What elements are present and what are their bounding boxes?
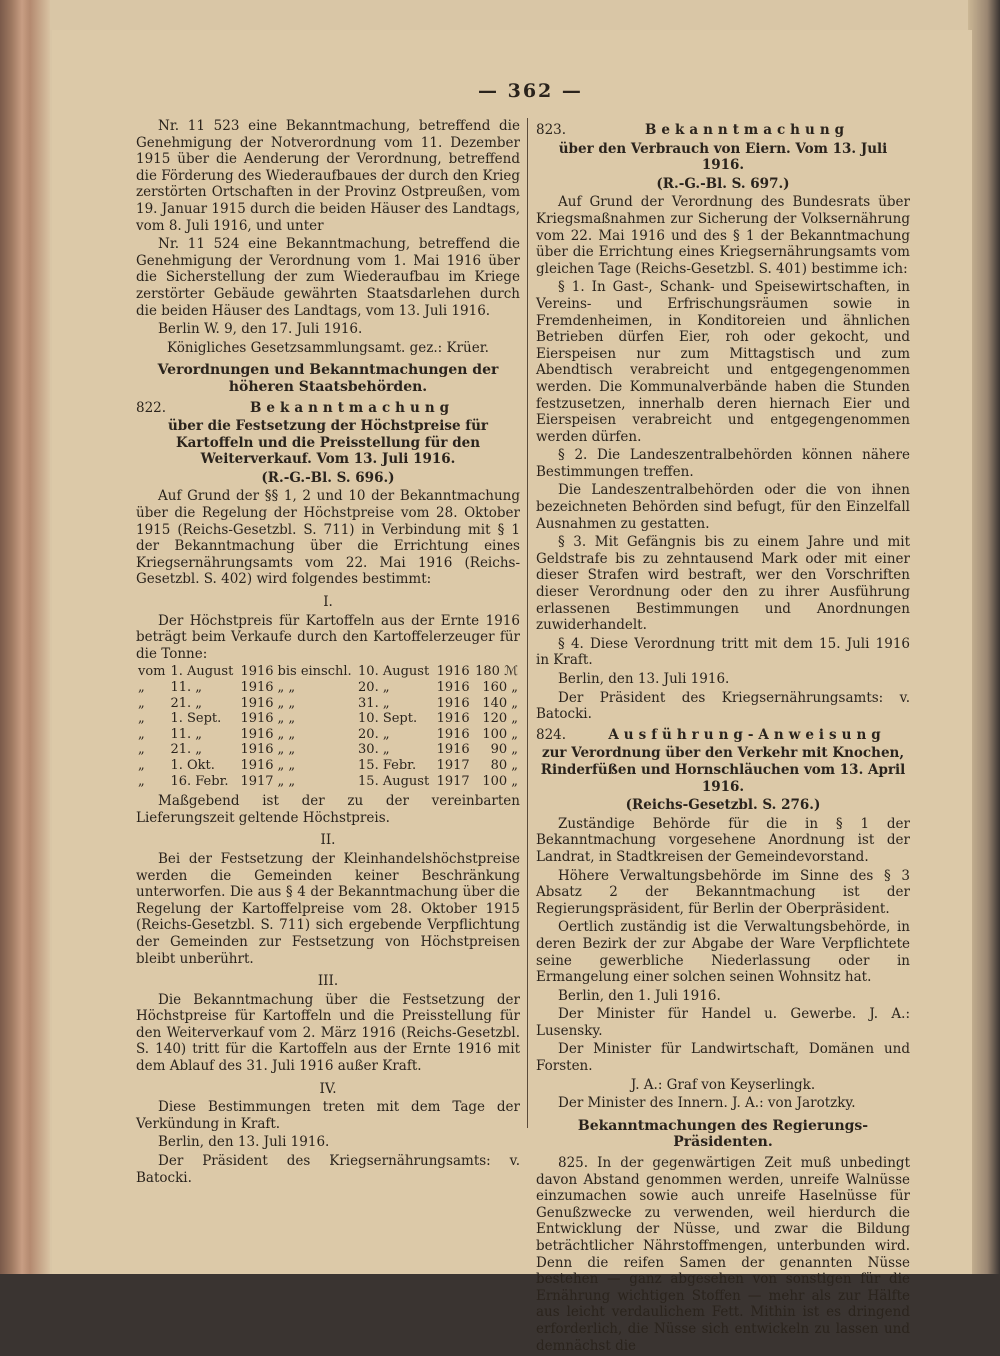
price-cell: „ „ <box>277 711 296 727</box>
price-row <box>136 774 520 790</box>
price-cell: 16. Febr. <box>170 773 229 789</box>
notice-825: 825. In der gegenwärtigen Zeit muß unbedingt davon Abstand genommen werden, unreife Walnüsse einzumachen sowie auch unreife Haselnüsse für Genußzwecke zu verwenden, weil hierdurch die Entwicklung der Nüsse, und zwar die Bildung beträchtlicher Nährstoffmengen, unterbunden wird. Denn die reifen Samen der genannten Nüsse bestehen — ganz abgesehen von sonstigen für die Ernährung wichtigen Stoffen — mehr als zur Hälfte aus leicht verdaulichem Fett. Mithin ist es dringend erforderlich, die Nüsse sich entwickeln zu lassen und demnächst die <box>536 1155 910 1354</box>
price-cell: „ <box>138 695 145 711</box>
page-number: — 362 — <box>478 80 583 102</box>
price-cell: 1917 <box>240 773 274 789</box>
price-cell: 30. „ <box>358 742 390 758</box>
price-cell: 10. August <box>358 664 430 680</box>
price-row <box>136 758 520 774</box>
notice-number: 822. <box>136 399 167 416</box>
roman-heading-4: IV. <box>319 1080 337 1097</box>
paragraph-3: Oertlich zuständig ist die Verwaltungsbehörde, in deren Bezirk der zur Abgabe der Ware Verpflichtete seine gewerbliche Niederlassung oder in Ermangelung einer solchen seinen Wohnsitz hat. <box>536 919 910 986</box>
notice-title: Ausführung-Anweisung <box>608 726 886 743</box>
price-cell: „ „ <box>277 773 296 789</box>
price-row <box>136 742 520 758</box>
paragraph-nr-11524: Nr. 11 524 eine Bekanntmachung, betreffend die Genehmigung der Verordnung vom 1. Mai 1916 über die Sicherstellung der zum Wiederaufbau im Kriege zerstörter Gebäude gewährten Staatsdarlehen durch die beiden Häuser des Landtags, vom 13. Juli 1916. <box>136 236 520 319</box>
price-row <box>136 696 520 712</box>
price-row <box>136 727 520 743</box>
price-cell: 1916 <box>240 711 274 727</box>
price-cell: 1916 <box>436 711 470 727</box>
price-cell: 1. Sept. <box>170 711 222 727</box>
price-row <box>136 680 520 696</box>
price-cell: 100 „ <box>482 773 518 789</box>
roman-heading-1: I. <box>323 594 333 611</box>
price-row <box>136 711 520 727</box>
notice-title: Bekanntmachung <box>249 399 455 416</box>
page-right-edge <box>968 0 1000 1274</box>
price-cell: „ „ <box>277 757 296 773</box>
notice-date: Berlin, den 1. Juli 1916. <box>558 987 721 1004</box>
price-cell: „ <box>138 711 145 727</box>
notice-823-header <box>536 122 910 139</box>
notice-date: Berlin, den 13. Juli 1916. <box>558 671 730 687</box>
price-cell: 1916 <box>436 726 470 742</box>
price-table <box>136 664 520 789</box>
section-1: § 1. In Gast-, Schank- und Speisewirtschaften, in Vereins- und Erfrischungsräumen sowie in Fremdenheimen, in Konditoreien und ähnlichen Betrieben dürfen Eier, roh oder gekocht, und Eierspeisen nur zum Mittagstisch und zum Abendtisch verabreicht und entgegengenommen werden. Die Kommunalverbände haben die Stunden festzusetzen, innerhalb deren hiernach Eier und Eierspeisen verabreicht und entgegengenommen werden dürfen. <box>536 279 910 445</box>
signature-keyserlingk: J. A.: Graf von Keyserlingk. <box>630 1076 816 1093</box>
price-cell: 160 „ <box>482 680 518 695</box>
notice-intro: Auf Grund der Verordnung des Bundesrats über Kriegsmaßnahmen zur Sicherung der Volksernährung vom 22. Mai 1916 und des § 1 der Bekanntmachung über die Errichtung eines Kriegsernährungsamts vom gleichen Tage (Reichs-Gesetzbl. S. 401) bestimme ich: <box>536 194 910 277</box>
section-2: § 2. Die Landeszentralbehörden können nähere Bestimmungen treffen. <box>536 447 910 480</box>
signature-landwirtschaft: Der Minister für Landwirtschaft, Domänen und Forsten. <box>536 1041 910 1075</box>
section-3: § 3. Mit Gefängnis bis zu einem Jahre und mit Geldstrafe bis zu zehntausend Mark oder mit einer dieser Strafen wird bestraft, wer den Vorschriften dieser Verordnung oder den zu ihrer Ausführung erlassenen Bestimmungen und Anordnungen zuwiderhandelt. <box>536 534 910 634</box>
price-cell: 180 ℳ <box>475 664 518 680</box>
signature-handel: Der Minister für Handel u. Gewerbe. J. A.: Lusensky. <box>536 1006 910 1039</box>
price-cell: 10. Sept. <box>358 711 418 727</box>
notice-subtitle: über die Festsetzung der Höchstpreise für Kartoffeln und die Preisstellung für den Weiterverkauf. Vom 13. Juli 1916. <box>167 418 488 468</box>
price-cell: 1916 <box>240 695 274 711</box>
price-cell: „ „ <box>277 680 296 695</box>
section-4: § 4. Diese Verordnung tritt mit dem 15. Juli 1916 in Kraft. <box>536 635 910 669</box>
price-cell: „ <box>138 757 145 773</box>
price-cell: 1916 <box>436 680 470 695</box>
price-cell: 1917 <box>436 757 470 773</box>
price-cell: 140 „ <box>482 695 518 711</box>
price-cell: „ „ <box>277 695 296 711</box>
price-cell: 1917 <box>436 773 470 789</box>
signature-gesetzsammlungsamt: Königliches Gesetzsammlungsamt. gez.: Krüer. <box>167 339 489 356</box>
notice-number: 824. <box>536 726 567 743</box>
price-cell: „ <box>138 726 145 742</box>
price-cell: 31. „ <box>358 695 390 711</box>
right-column <box>536 118 910 1356</box>
notice-title: Bekanntmachung <box>644 122 850 138</box>
paragraph-1: Der Höchstpreis für Kartoffeln aus der Ernte 1916 beträgt beim Verkaufe durch den Kartoffelerzeuger für die Tonne: <box>136 612 520 662</box>
paragraph-3: Die Bekanntmachung über die Festsetzung der Höchstpreise für Kartoffeln und die Preisstellung für den Weiterverkauf vom 2. März 1916 (Reichs-Gesetzbl. S. 140) tritt für die Kartoffeln aus der Ernte 1916 mit dem Ablauf des 31. Juli 1916 außer Kraft. <box>136 991 520 1075</box>
price-cell: 100 „ <box>482 726 518 742</box>
price-cell: 90 „ <box>490 742 518 758</box>
notice-intro: Auf Grund der §§ 1, 2 und 10 der Bekanntmachung über die Regelung der Höchstpreise vom 28. Oktober 1915 (Reichs-Gesetzbl. S. 711) in Verbindung mit § 1 der Bekanntmachung über die Errichtung eines Kriegsernährungsamts vom 22. Mai 1916 (Reichs-Gesetzbl. S. 402) wird folgendes bestimmt: <box>136 488 520 588</box>
price-cell: „ „ <box>277 742 296 758</box>
notice-822-header <box>136 400 520 417</box>
notice-signature: Der Präsident des Kriegsernährungsamts: v. Batocki. <box>136 1153 520 1186</box>
price-cell: vom <box>138 664 166 680</box>
signature-innern: Der Minister des Innern. J. A.: von Jarotzky. <box>558 1095 856 1112</box>
price-cell: „ <box>138 742 145 758</box>
notice-signature: Der Präsident des Kriegsernährungsamts: v. Batocki. <box>536 689 910 723</box>
price-cell: 11. „ <box>170 726 202 742</box>
section-heading-regierungspraesident: Bekanntmachungen des Regierungs-Präsidenten. <box>577 1117 869 1151</box>
price-row <box>136 664 520 680</box>
price-cell: 1916 <box>436 664 470 680</box>
left-column <box>136 118 520 1188</box>
section-2b: Die Landeszentralbehörden oder die von ihnen bezeichneten Behörden sind befugt, für den Einzelfall Ausnahmen zu gestatten. <box>536 482 910 532</box>
price-cell: 120 „ <box>482 711 518 727</box>
notice-reference: (Reichs-Gesetzbl. S. 276.) <box>625 797 821 814</box>
price-cell: 11. „ <box>170 680 202 695</box>
price-cell: 20. „ <box>358 680 390 695</box>
roman-heading-2: II. <box>320 832 336 849</box>
price-cell: 21. „ <box>170 695 202 711</box>
paragraph-1b: Maßgebend ist der zu der vereinbarten Lieferungszeit geltende Höchstpreis. <box>136 793 520 826</box>
roman-heading-3: III. <box>317 973 339 990</box>
notice-824-header <box>536 727 910 744</box>
section-heading-staatsbehoerden: Verordnungen und Bekanntmachungen der höheren Staatsbehörden. <box>157 362 499 395</box>
price-cell: bis einschl. <box>277 664 352 680</box>
price-cell: 15. Febr. <box>358 757 417 773</box>
notice-subtitle: zur Verordnung über den Verkehr mit Knochen, Rinderfüßen und Hornschläuchen vom 13. April 1916. <box>540 745 906 795</box>
price-cell: „ <box>138 773 145 789</box>
price-cell: „ <box>138 680 145 695</box>
price-cell: 1916 <box>240 742 274 758</box>
place-date: Berlin W. 9, den 17. Juli 1916. <box>158 321 363 338</box>
notice-number: 823. <box>536 122 567 138</box>
paragraph-2: Höhere Verwaltungsbehörde im Sinne des § 3 Absatz 2 der Bekanntmachung ist der Regierungspräsident, für Berlin der Oberpräsident. <box>536 867 910 917</box>
price-cell: „ „ <box>277 726 296 742</box>
price-cell: 1916 <box>240 664 274 680</box>
column-divider <box>527 118 528 1128</box>
notice-reference: (R.-G.-Bl. S. 696.) <box>261 469 395 486</box>
price-cell: 80 „ <box>490 757 518 773</box>
book-spine-edge <box>0 0 50 1274</box>
price-cell: 1916 <box>240 757 274 773</box>
paragraph-1: Zuständige Behörde für die in § 1 der Bekanntmachung vorgesehene Anordnung ist der Landrat, in Stadtkreisen der Gemeindevorstand. <box>536 815 910 865</box>
paragraph-nr-11523: Nr. 11 523 eine Bekanntmachung, betreffend die Genehmigung der Notverordnung vom 11. Dezember 1915 über die Aenderung der Verordnung, betreffend die Förderung des Wiederaufbaues der durch den Krieg zerstörten Ortschaften in der Provinz Ostpreußen, vom 19. Januar 1915 durch die beiden Häuser des Landtags, vom 8. Juli 1916, und unter <box>136 118 520 234</box>
price-cell: 1916 <box>436 742 470 758</box>
price-cell: 1916 <box>240 726 274 742</box>
notice-date: Berlin, den 13. Juli 1916. <box>158 1134 330 1151</box>
price-cell: 1. August <box>170 664 234 680</box>
price-cell: 20. „ <box>358 726 390 742</box>
paragraph-4: Diese Bestimmungen treten mit dem Tage der Verkündung in Kraft. <box>136 1099 520 1132</box>
price-cell: 1. Okt. <box>170 757 215 773</box>
paragraph-2: Bei der Festsetzung der Kleinhandelshöchstpreise werden die Gemeinden keiner Beschränkung unterworfen. Die aus § 4 der Bekanntmachung über die Regelung der Kartoffelpreise vom 28. Oktober 1915 (Reichs-Gesetzbl. S. 711) sich ergebende Verpflichtung der Gemeinden zur Festsetzung von Höchstpreisen bleibt unberührt. <box>136 850 520 967</box>
price-cell: 15. August <box>358 773 430 789</box>
notice-subtitle: über den Verbrauch von Eiern. Vom 13. Juli 1916. <box>558 140 888 174</box>
price-cell: 1916 <box>240 680 274 695</box>
notice-reference: (R.-G.-Bl. S. 697.) <box>656 175 790 192</box>
price-cell: 1916 <box>436 695 470 711</box>
price-cell: 21. „ <box>170 742 202 758</box>
